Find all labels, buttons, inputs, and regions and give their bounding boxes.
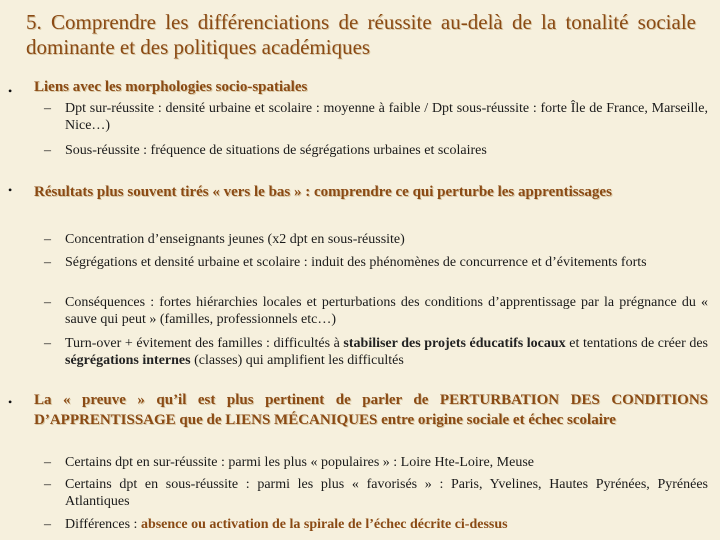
text-mid: et tentations de créer des xyxy=(565,336,708,351)
emphasis-segregations: ségrégations internes xyxy=(65,353,191,368)
bullet-1: • xyxy=(8,84,13,98)
item-text: Ségrégations et densité urbaine et scolaire : induit des phénomènes de concurrence et d’évitements forts xyxy=(65,255,647,270)
item-text: Certains dpt en sur-réussite : parmi les plus « populaires » : Loire Hte-Loire, Meuse xyxy=(65,455,534,470)
text-pre: Turn-over + évitement des familles : difficultés à xyxy=(65,336,344,351)
bullet-2: • xyxy=(8,183,13,197)
section2-item-2 xyxy=(44,254,708,271)
emphasis-projets: stabiliser des projets éducatifs locaux xyxy=(343,336,566,351)
item-text: Dpt sur-réussite : densité urbaine et scolaire : moyenne à faible / Dpt sous-réussite : forte Île de France, Marseille, Nice…) xyxy=(65,101,708,133)
dash: – xyxy=(44,336,51,351)
item-text: Concentration d’enseignants jeunes (x2 dpt en sous-réussite) xyxy=(65,232,405,247)
text-post: (classes) qui amplifient les difficultés xyxy=(190,353,404,368)
text-pre: Différences : xyxy=(65,517,141,532)
item-text: Sous-réussite : fréquence de situations de ségrégations urbaines et scolaires xyxy=(65,143,487,158)
section3-heading: La « preuve » qu’il est plus pertinent de parler de PERTURBATION DES CONDITIONS D’APPRENTISSAGE que de LIENS MÉCANIQUES entre origine sociale et échec scolaire xyxy=(34,392,708,428)
section2-item-4 xyxy=(44,335,708,369)
slide-title: 5. Comprendre les différenciations de réussite au-delà de la tonalité sociale dominante et des politiques académiques xyxy=(26,10,696,59)
dash: – xyxy=(44,255,51,270)
item-text xyxy=(65,335,708,369)
dash: – xyxy=(44,517,51,532)
dash: – xyxy=(44,101,51,116)
dash: – xyxy=(44,232,51,247)
dash: – xyxy=(44,455,51,470)
section1-item-2 xyxy=(44,142,708,159)
item-text: Conséquences : fortes hiérarchies locales et perturbations des conditions d’apprentissage par la prégnance du « sauve qui peut » (familles, professionnels etc…) xyxy=(65,295,708,327)
section1-heading: Liens avec les morphologies socio-spatiales xyxy=(34,79,308,95)
section2-item-3 xyxy=(44,294,708,328)
section1-item-1 xyxy=(44,100,708,134)
section2-heading: Résultats plus souvent tirés « vers le bas » : comprendre ce qui perturbe les apprentissages xyxy=(34,184,612,200)
emphasis-spirale: absence ou activation de la spirale de l’échec décrite ci-dessus xyxy=(140,517,508,532)
item-text xyxy=(65,516,708,533)
dash: – xyxy=(44,295,51,310)
section3-item-1 xyxy=(44,454,708,471)
dash: – xyxy=(44,477,51,492)
bullet-3: • xyxy=(8,395,13,409)
section2-item-1 xyxy=(44,231,708,248)
section3-item-2 xyxy=(44,476,708,510)
item-text: Certains dpt en sous-réussite : parmi les plus « favorisés » : Paris, Yvelines, Hautes Pyrénées, Pyrénées Atlantiques xyxy=(65,477,708,509)
dash: – xyxy=(44,143,51,158)
section3-item-3 xyxy=(44,516,708,533)
